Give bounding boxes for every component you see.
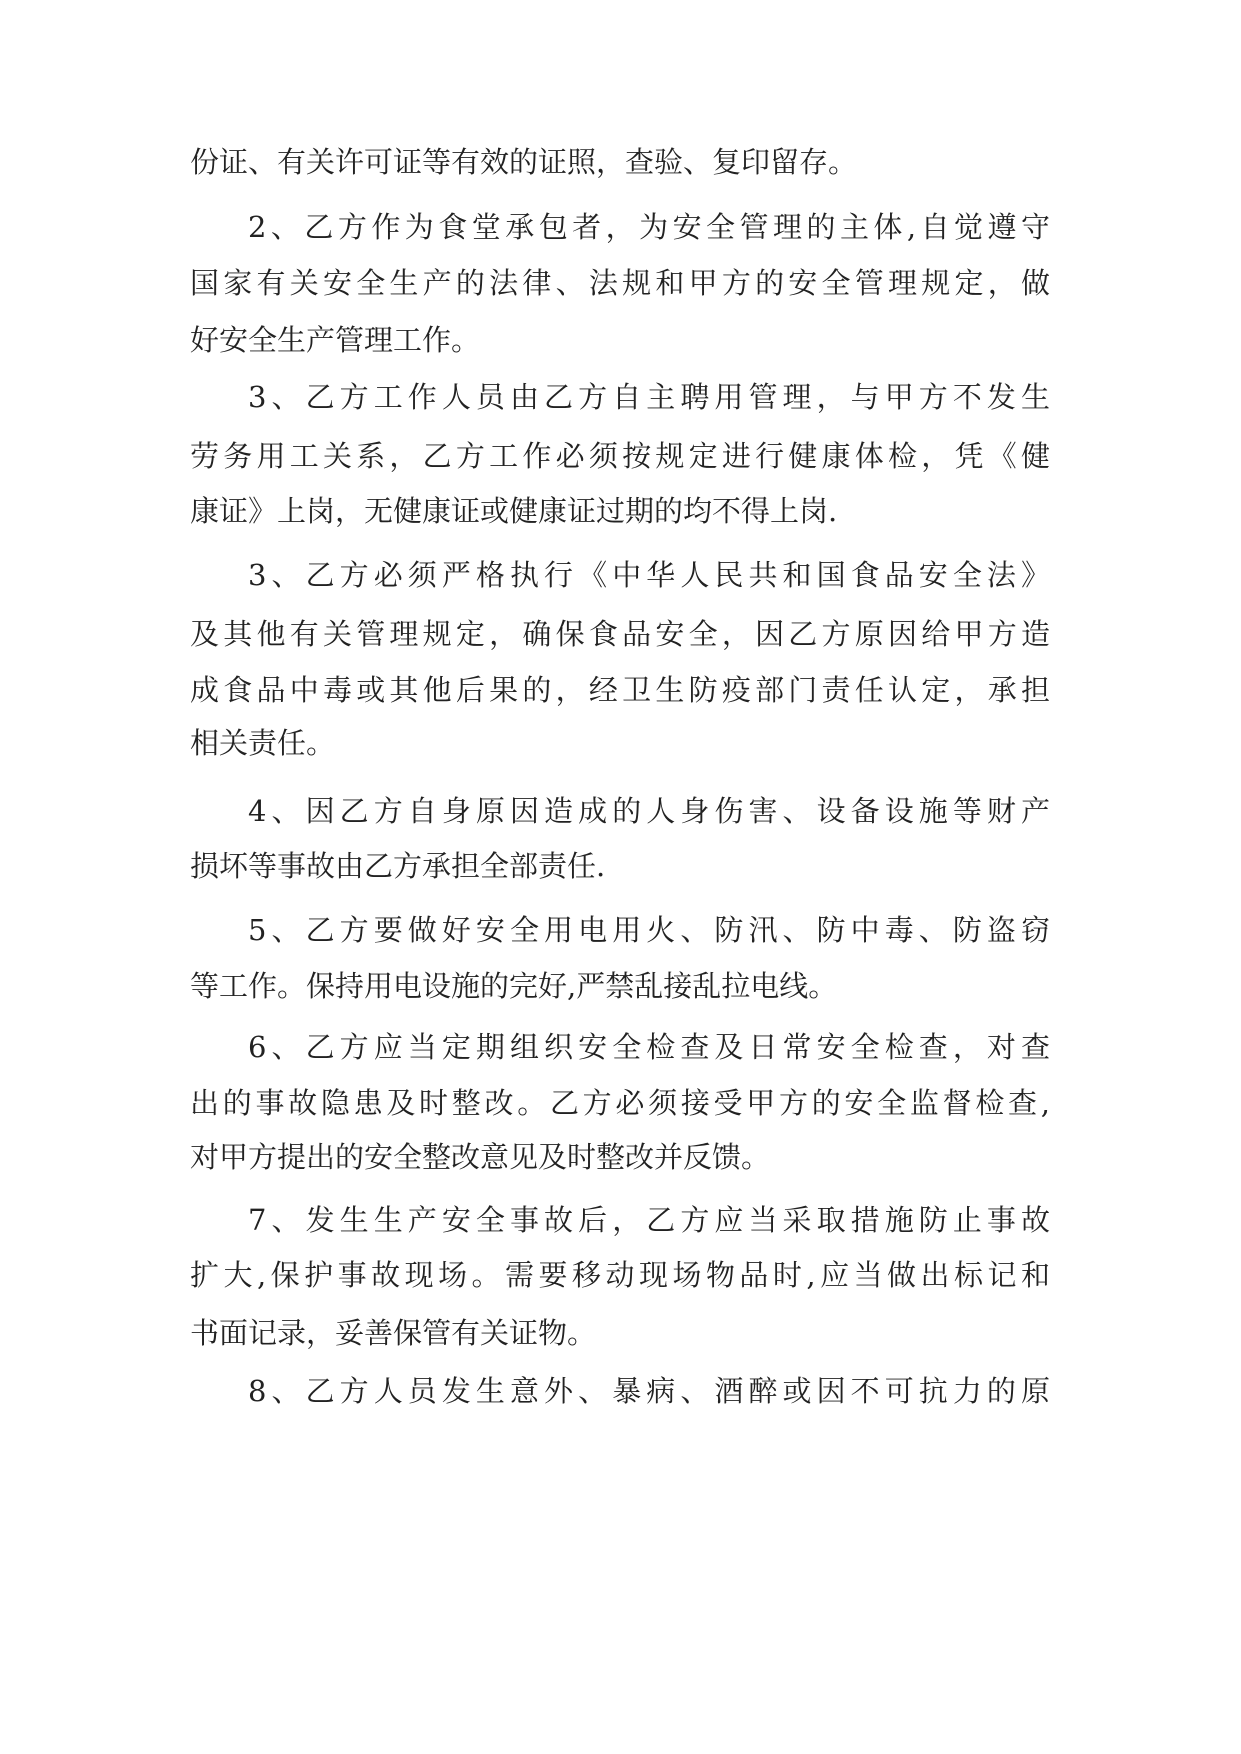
text-line: 出的事故隐患及时整改。乙方必须接受甲方的安全监督检查, — [190, 1086, 1050, 1120]
text-line: 5、乙方要做好安全用电用火、防汛、防中毒、防盗窃 — [248, 913, 1050, 947]
text-line: 康证》上岗，无健康证或健康证过期的均不得上岗. — [190, 494, 838, 528]
text-line: 等工作。保持用电设施的完好,严禁乱接乱拉电线。 — [190, 969, 838, 1003]
text-line: 对甲方提出的安全整改意见及时整改并反馈。 — [190, 1140, 771, 1174]
text-line: 2、乙方作为食堂承包者，为安全管理的主体,自觉遵守 — [248, 210, 1050, 244]
text-line: 扩大,保护事故现场。需要移动现场物品时,应当做出标记和 — [190, 1258, 1050, 1292]
text-line: 3、乙方必须严格执行《中华人民共和国食品安全法》 — [248, 558, 1050, 592]
text-line: 成食品中毒或其他后果的，经卫生防疫部门责任认定，承担 — [190, 673, 1050, 707]
text-line: 书面记录，妥善保管有关证物。 — [190, 1316, 597, 1350]
text-line: 3、乙方工作人员由乙方自主聘用管理，与甲方不发生 — [248, 380, 1050, 414]
text-line: 8、乙方人员发生意外、暴病、酒醉或因不可抗力的原 — [248, 1374, 1050, 1408]
text-line: 6、乙方应当定期组织安全检查及日常安全检查，对查 — [248, 1030, 1050, 1064]
text-line: 好安全生产管理工作。 — [190, 323, 481, 357]
text-line: 相关责任。 — [190, 726, 336, 760]
text-line: 国家有关安全生产的法律、法规和甲方的安全管理规定，做 — [190, 266, 1050, 300]
text-line: 7、发生生产安全事故后，乙方应当采取措施防止事故 — [248, 1203, 1050, 1237]
text-line: 4、因乙方自身原因造成的人身伤害、设备设施等财产 — [248, 794, 1050, 828]
text-line: 损坏等事故由乙方承担全部责任. — [190, 849, 606, 883]
text-line: 及其他有关管理规定，确保食品安全，因乙方原因给甲方造 — [190, 617, 1050, 651]
text-line: 劳务用工关系，乙方工作必须按规定进行健康体检，凭《健 — [190, 439, 1050, 473]
text-line: 份证、有关许可证等有效的证照，查验、复印留存。 — [190, 145, 858, 179]
